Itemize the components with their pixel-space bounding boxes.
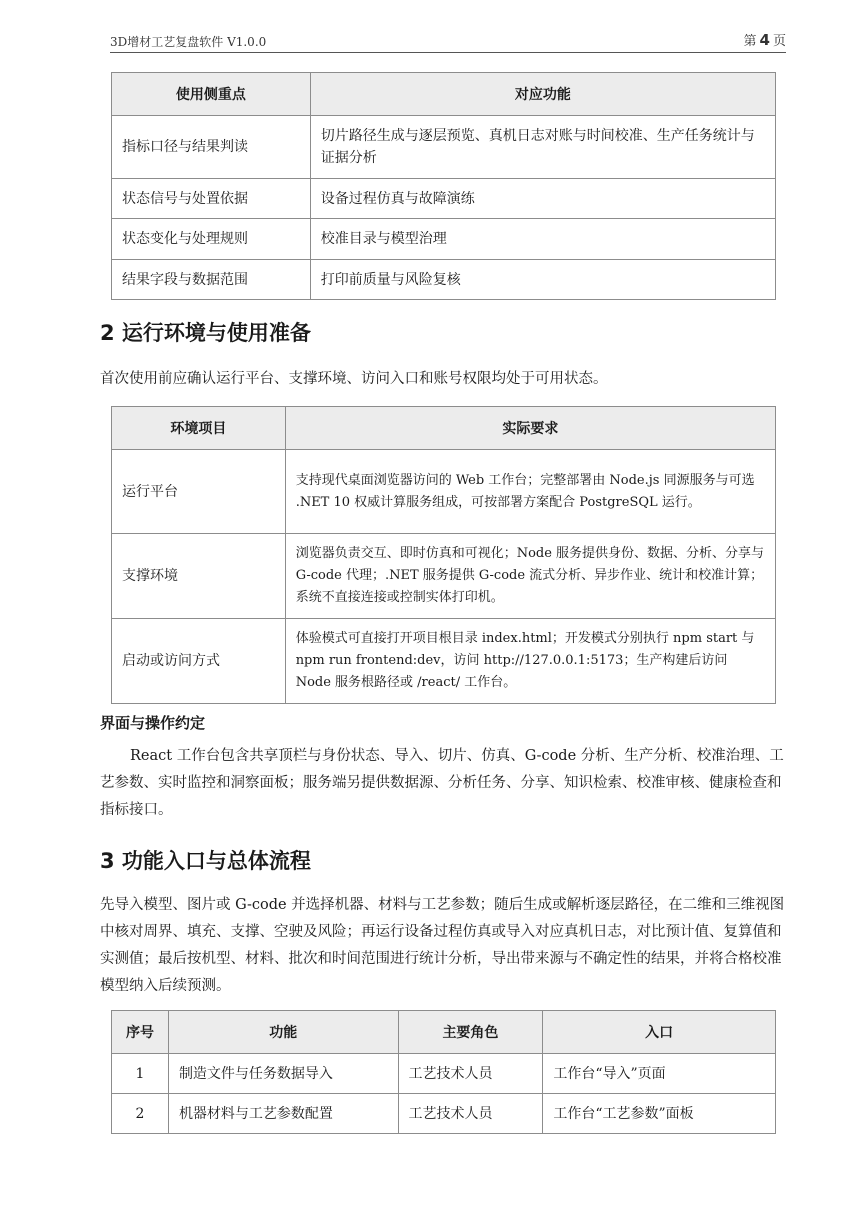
table-row — [112, 219, 776, 260]
table-row — [112, 1054, 776, 1094]
page-header — [110, 30, 786, 53]
table-header-cell: 主要角色 — [398, 1011, 543, 1054]
table-header-cell: 对应功能 — [310, 73, 775, 116]
section-heading: 2 运行环境与使用准备 — [100, 321, 311, 345]
section-heading: 3 功能入口与总体流程 — [100, 849, 311, 873]
page-number: 4 — [759, 31, 770, 49]
table-cell: 机器材料与工艺参数配置 — [168, 1094, 398, 1134]
table-cell: 体验模式可直接打开项目根目录 index.html；开发模式分别执行 npm start 与 npm run frontend:dev，访问 http://127.0.0.1:5173；生产构建后访问 Node 服务根路径或 /react/ 工作台。 — [285, 619, 775, 704]
usage-focus-table — [111, 72, 776, 300]
table-cell: 状态变化与处理规则 — [112, 219, 311, 260]
table-cell: 运行平台 — [112, 450, 286, 534]
table-cell: 校准目录与模型治理 — [310, 219, 775, 260]
table-header-cell: 实际要求 — [285, 407, 775, 450]
table-cell: 指标口径与结果判读 — [112, 116, 311, 179]
table-row — [112, 450, 776, 534]
table-cell: 结果字段与数据范围 — [112, 260, 311, 300]
table-cell: 支撑环境 — [112, 534, 286, 619]
environment-table — [111, 406, 776, 704]
page-prefix: 第 — [743, 34, 757, 49]
table-cell: 浏览器负责交互、即时仿真和可视化；Node 服务提供身份、数据、分析、分享与 G-code 代理；.NET 服务提供 G-code 流式分析、异步作业、统计和校准计算；系统不直接连接或控制实体打印机。 — [285, 534, 775, 619]
header-page-indicator — [744, 30, 786, 49]
header-doc-title: 3D增材工艺复盘软件 V1.0.0 — [110, 35, 267, 49]
table-cell: 1 — [112, 1054, 169, 1094]
page-suffix: 页 — [772, 34, 786, 49]
subsection-heading: 界面与操作约定 — [100, 714, 206, 732]
function-entry-table — [111, 1010, 776, 1134]
ui-conventions-paragraph: React 工作台包含共享顶栏与身份状态、导入、切片、仿真、G-code 分析、生产分析、校准治理、工艺参数、实时监控和洞察面板；服务端另提供数据源、分析任务、分享、知识检索、校准审核、健康检查和指标接口。 — [100, 748, 784, 818]
table-cell: 2 — [112, 1094, 169, 1134]
table-row — [112, 534, 776, 619]
table-header-cell: 序号 — [112, 1011, 169, 1054]
table-header-cell: 环境项目 — [112, 407, 286, 450]
table-cell: 制造文件与任务数据导入 — [168, 1054, 398, 1094]
table-header-cell: 入口 — [543, 1011, 776, 1054]
table-row — [112, 116, 776, 179]
table-header-row — [112, 407, 776, 450]
table-row — [112, 619, 776, 704]
table-cell: 启动或访问方式 — [112, 619, 286, 704]
table-cell: 支持现代桌面浏览器访问的 Web 工作台；完整部署由 Node.js 同源服务与可选 .NET 10 权威计算服务组成，可按部署方案配合 PostgreSQL 运行。 — [285, 450, 775, 534]
section-intro: 首次使用前应确认运行平台、支撑环境、访问入口和账号权限均处于可用状态。 — [100, 371, 608, 387]
table-row — [112, 260, 776, 300]
table-cell: 工作台“导入”页面 — [543, 1054, 776, 1094]
table-header-row — [112, 73, 776, 116]
table-cell: 设备过程仿真与故障演练 — [310, 179, 775, 219]
table-header-cell: 使用侧重点 — [112, 73, 311, 116]
table-cell: 状态信号与处置依据 — [112, 179, 311, 219]
table-cell: 工艺技术人员 — [398, 1094, 543, 1134]
table-header-row — [112, 1011, 776, 1054]
table-cell: 工艺技术人员 — [398, 1054, 543, 1094]
table-row — [112, 1094, 776, 1134]
section-body: 先导入模型、图片或 G-code 并选择机器、材料与工艺参数；随后生成或解析逐层路径，在二维和三维视图中核对周界、填充、支撑、空驶及风险；再运行设备过程仿真或导入对应真机日志，对比预计值、复算值和实测值；最后按机型、材料、批次和时间范围进行统计分析，导出带来源与不确定性的结果，并将合格校准模型纳入后续预测。 — [100, 897, 785, 994]
table-cell: 切片路径生成与逐层预览、真机日志对账与时间校准、生产任务统计与证据分析 — [310, 116, 775, 179]
table-cell: 工作台“工艺参数”面板 — [543, 1094, 776, 1134]
table-header-cell: 功能 — [168, 1011, 398, 1054]
table-row — [112, 179, 776, 219]
table-cell: 打印前质量与风险复核 — [310, 260, 775, 300]
